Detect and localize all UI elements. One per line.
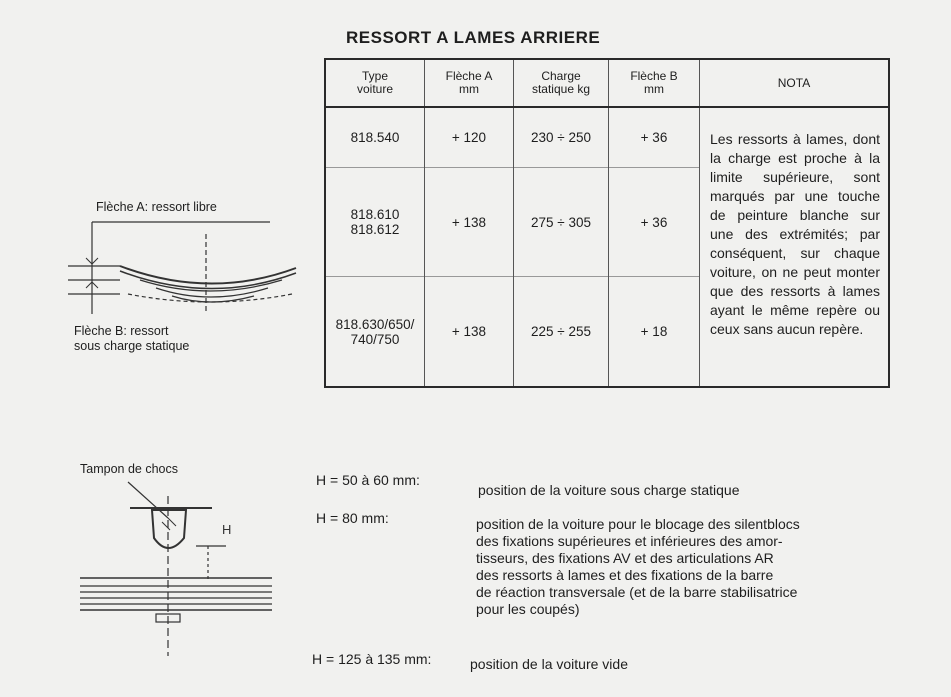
h-desc-3: position de la voiture vide xyxy=(470,656,628,672)
cell-charge: 225 ÷ 255 xyxy=(514,277,609,387)
cell-fleche-b: + 36 xyxy=(609,107,700,168)
cell-charge: 275 ÷ 305 xyxy=(514,168,609,277)
tampon-label: Tampon de chocs xyxy=(80,462,178,476)
header-nota: NOTA xyxy=(700,59,890,107)
cell-fleche-b: + 36 xyxy=(609,168,700,277)
cell-type: 818.540 xyxy=(325,107,425,168)
cell-type: 818.630/650/ 740/750 xyxy=(325,277,425,387)
cell-fleche-a: + 138 xyxy=(425,277,514,387)
h-desc-1: position de la voiture sous charge statique xyxy=(478,482,740,498)
cell-type: 818.610 818.612 xyxy=(325,168,425,277)
fleche-b-label: Flèche B: ressort sous charge statique xyxy=(74,324,190,353)
cell-charge: 230 ÷ 250 xyxy=(514,107,609,168)
table-row xyxy=(325,107,889,168)
cell-fleche-a: + 138 xyxy=(425,168,514,277)
page-title: RESSORT A LAMES ARRIERE xyxy=(346,28,601,47)
header-type: Type voiture xyxy=(325,59,425,107)
fleche-a-label: Flèche A: ressort libre xyxy=(96,200,217,214)
h-value-1: H = 50 à 60 mm: xyxy=(316,472,420,488)
h-value-2: H = 80 mm: xyxy=(316,510,389,526)
header-fleche-a: Flèche A mm xyxy=(425,59,514,107)
bumper-diagram xyxy=(76,478,276,663)
table-header-row xyxy=(325,59,889,107)
cell-fleche-b: + 18 xyxy=(609,277,700,387)
h-desc-2: position de la voiture pour le blocage des silentblocs des fixations supérieures et inférieures des amor- tisseurs, des fixations AV et des articulations AR des ressorts à lames et des fixations de la barre de réaction transversale (et de la barre stabilisatrice pour les coupés) xyxy=(476,516,800,617)
cell-nota: Les ressorts à lames, dont la charge est proche à la limite supérieure, sont marqués par une touche de peinture blanche sur une des extrémités; par conséquent, sur chaque voiture, on ne peut monter que des ressorts à lames ayant le même repère ou ceux sans aucun repère. xyxy=(700,107,890,387)
cell-fleche-a: + 120 xyxy=(425,107,514,168)
h-value-3: H = 125 à 135 mm: xyxy=(312,651,432,667)
header-fleche-b: Flèche B mm xyxy=(609,59,700,107)
spring-spec-table xyxy=(324,58,890,388)
leaf-spring-diagram xyxy=(60,214,320,324)
header-charge: Charge statique kg xyxy=(514,59,609,107)
h-marker: H xyxy=(222,522,232,537)
